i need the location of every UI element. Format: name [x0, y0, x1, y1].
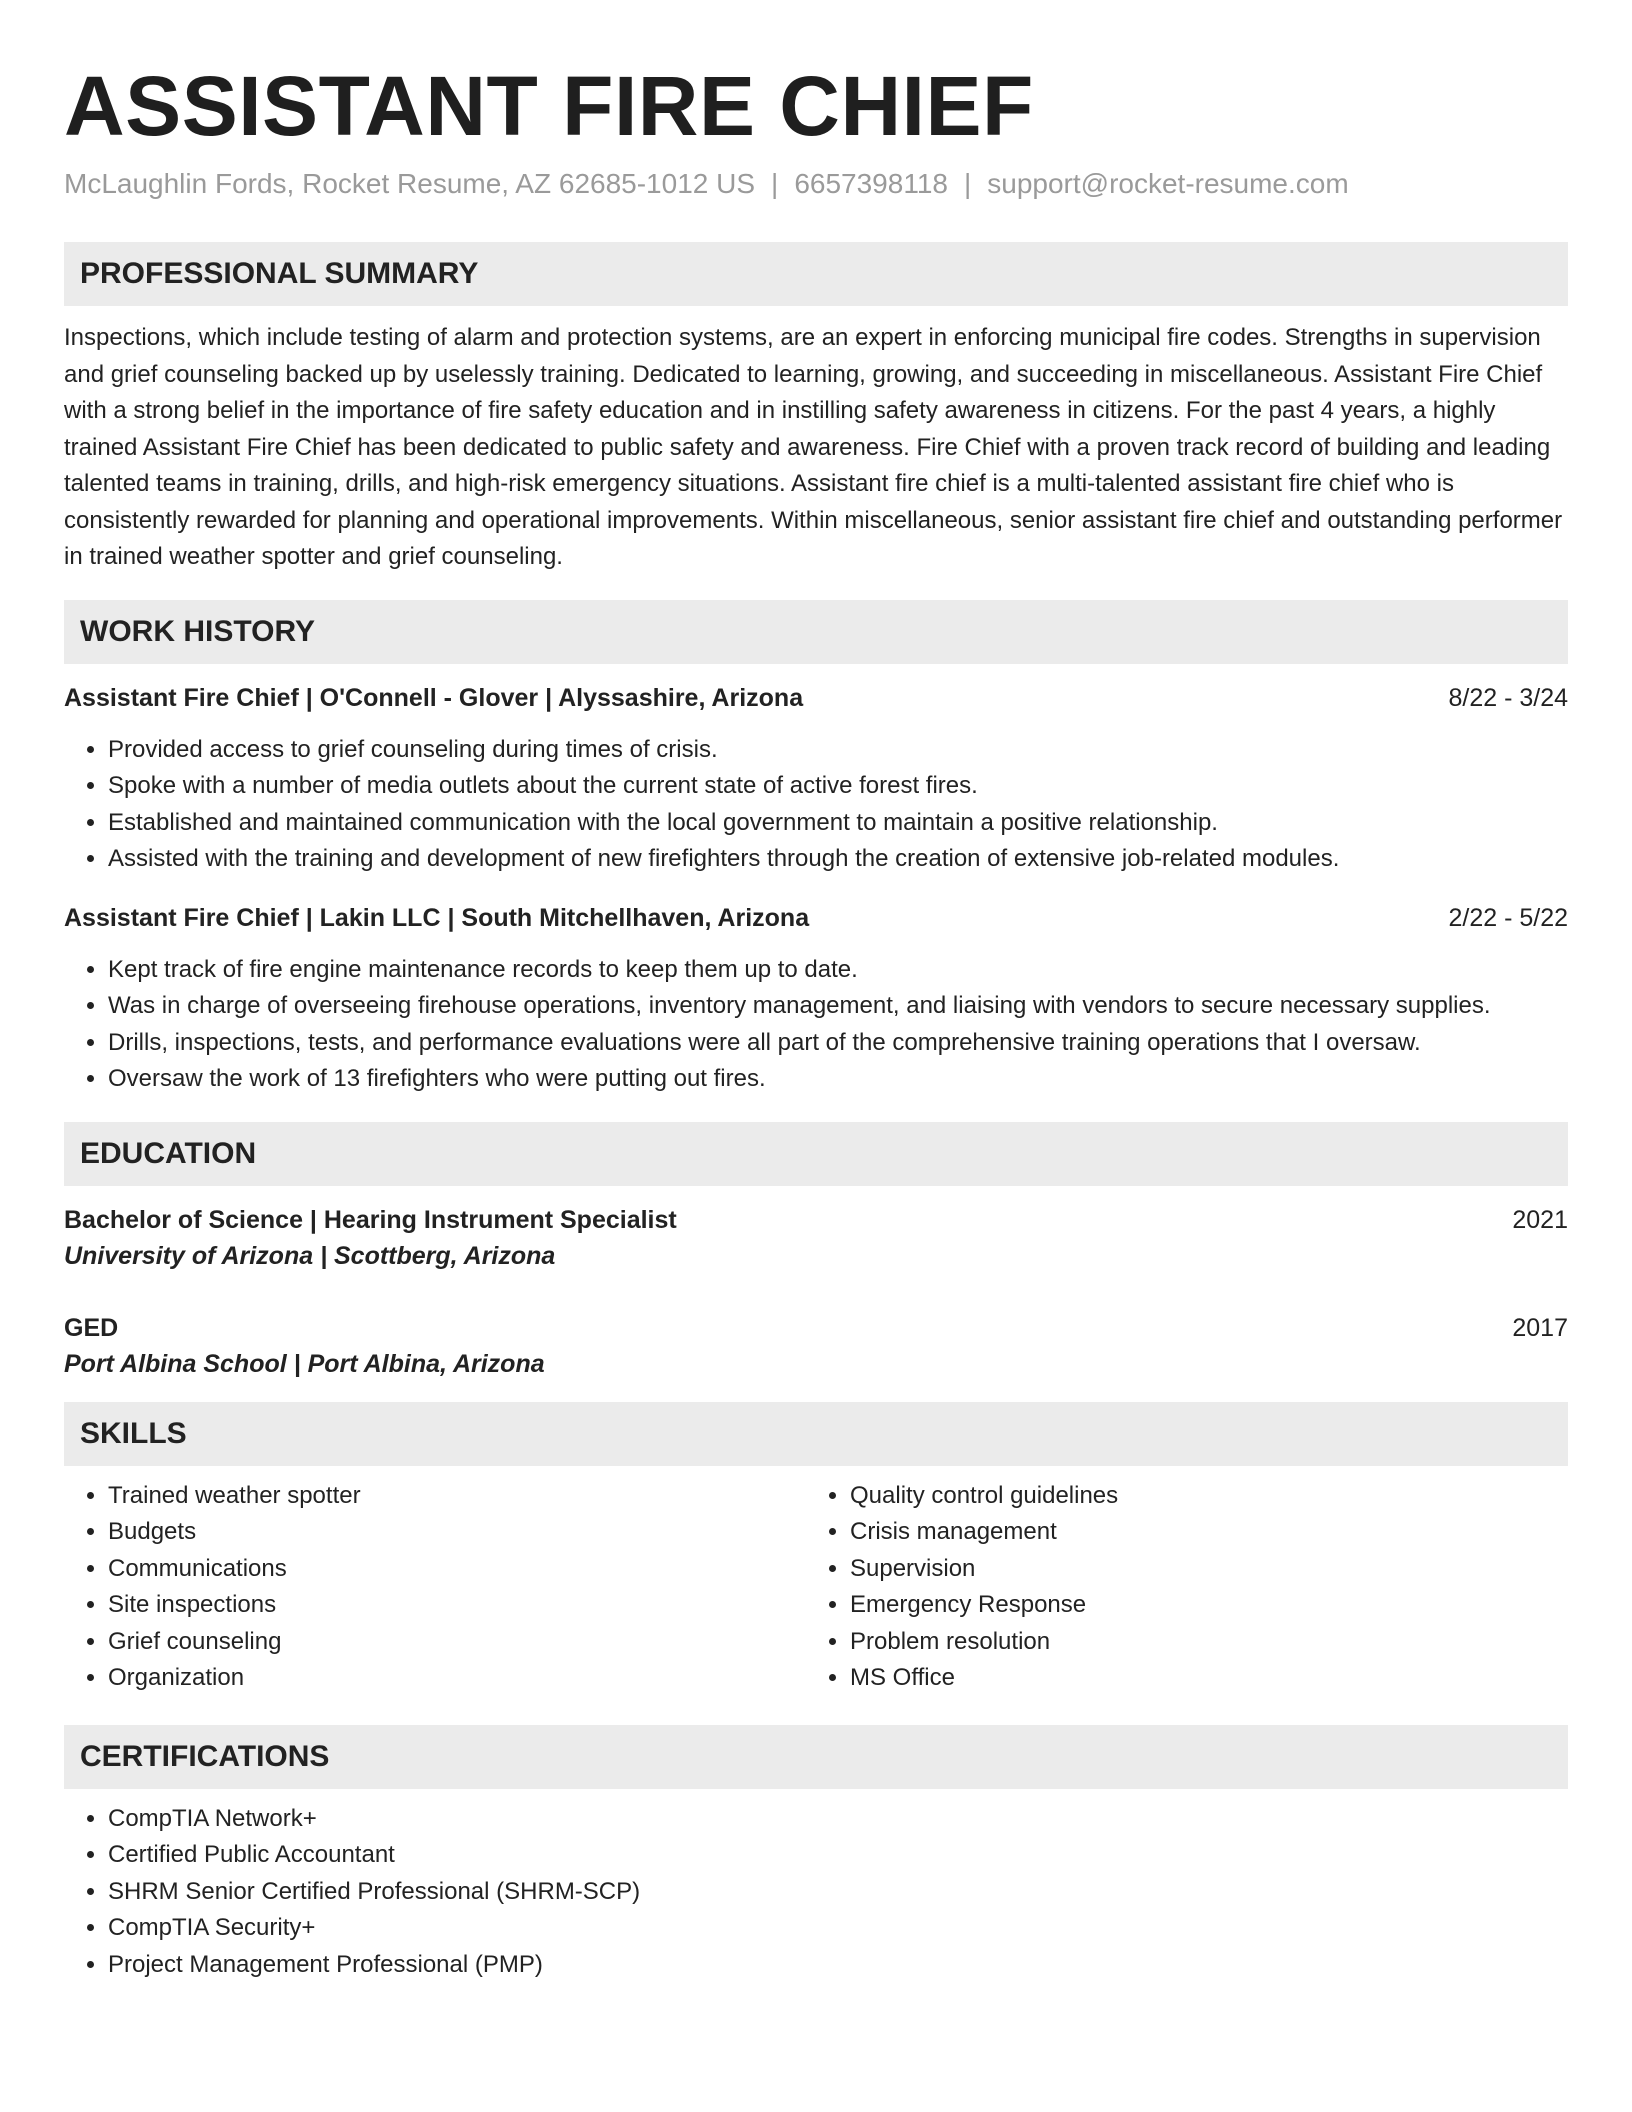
education-header [64, 1310, 1568, 1346]
list-item: • Trained weather spotter [108, 1478, 806, 1515]
section-heading-work: WORK HISTORY [64, 600, 1568, 664]
education-entry [64, 1310, 1568, 1382]
section-heading-summary: PROFESSIONAL SUMMARY [64, 242, 1568, 306]
education-degree: Bachelor of Science | Hearing Instrument Specialist [64, 1205, 677, 1234]
section-heading-certifications: CERTIFICATIONS [64, 1725, 1568, 1789]
education-school: Port Albina School | Port Albina, Arizona [64, 1349, 545, 1378]
job-bullets [64, 732, 1568, 878]
contact-address: McLaughlin Fords, Rocket Resume, AZ 62685-1012 US [64, 168, 756, 199]
contact-separator: | [963, 168, 972, 199]
list-item: • Was in charge of overseeing firehouse operations, inventory management, and liaising with vendors to secure necessary supplies. [108, 988, 1568, 1025]
list-item: • Grief counseling [108, 1624, 806, 1661]
job-entry [64, 680, 1568, 878]
skills-column-right [806, 1478, 1548, 1697]
contact-phone: 6657398118 [794, 168, 948, 199]
job-title: Assistant Fire Chief | O'Connell - Glover | Alyssashire, Arizona [64, 683, 804, 712]
certifications-list [64, 1801, 1568, 1984]
list-item: • Crisis management [850, 1514, 1548, 1551]
list-item: • Certified Public Accountant [108, 1837, 1568, 1874]
section-heading-skills: SKILLS [64, 1402, 1568, 1466]
summary-text: Inspections, which include testing of alarm and protection systems, are an expert in enforcing municipal fire codes. Strengths in supervision and grief counseling backed up by uselessly training. Dedicated to learning, growing, and succeeding in miscellaneous. Assistant Fire Chief with a strong belief in the importance of fire safety education and in instilling safety awareness in citizens. For the past 4 years, a highly trained Assistant Fire Chief has been dedicated to public safety and awareness. Fire Chief with a proven track record of building and leading talented teams in training, drills, and high-risk emergency situations. Assistant fire chief is a multi-talented assistant fire chief who is consistently rewarded for planning and operational improvements. Within miscellaneous, senior assistant fire chief and outstanding performer in trained weather spotter and grief counseling. [64, 324, 1563, 570]
list-item: • Project Management Professional (PMP) [108, 1947, 1568, 1984]
section-heading-education: EDUCATION [64, 1122, 1568, 1186]
list-item: • Established and maintained communication with the local government to maintain a positive relationship. [108, 805, 1568, 842]
list-item: • CompTIA Security+ [108, 1910, 1568, 1947]
skills-column-left [64, 1478, 806, 1697]
page-title: ASSISTANT FIRE CHIEF [64, 59, 1034, 153]
list-item: • Communications [108, 1551, 806, 1588]
list-item: • Kept track of fire engine maintenance records to keep them up to date. [108, 952, 1568, 989]
list-item: • Provided access to grief counseling during times of crisis. [108, 732, 1568, 769]
list-item: • Problem resolution [850, 1624, 1548, 1661]
job-bullets [64, 952, 1568, 1098]
job-dates: 2/22 - 5/22 [1448, 903, 1568, 932]
job-entry [64, 900, 1568, 1098]
job-dates: 8/22 - 3/24 [1448, 683, 1568, 712]
list-item: • Emergency Response [850, 1587, 1548, 1624]
contact-email: support@rocket-resume.com [987, 168, 1349, 199]
education-school: University of Arizona | Scottberg, Arizona [64, 1241, 556, 1270]
list-item: • SHRM Senior Certified Professional (SHRM-SCP) [108, 1874, 1568, 1911]
contact-line [64, 166, 1568, 202]
education-year: 2021 [1512, 1205, 1568, 1234]
list-item: • CompTIA Network+ [108, 1801, 1568, 1838]
list-item: • Organization [108, 1660, 806, 1697]
contact-separator: | [771, 168, 779, 199]
job-header [64, 680, 1568, 716]
list-item: • Drills, inspections, tests, and performance evaluations were all part of the comprehensive training operations that I oversaw. [108, 1025, 1568, 1062]
list-item: • Assisted with the training and development of new firefighters through the creation of extensive job-related modules. [108, 841, 1568, 878]
skills-list [64, 1478, 1568, 1697]
list-item: • Supervision [850, 1551, 1548, 1588]
education-header [64, 1202, 1568, 1238]
job-title: Assistant Fire Chief | Lakin LLC | South Mitchellhaven, Arizona [64, 903, 810, 932]
list-item: • Oversaw the work of 13 firefighters who were putting out fires. [108, 1061, 1568, 1098]
list-item: • Site inspections [108, 1587, 806, 1624]
list-item: • MS Office [850, 1660, 1548, 1697]
list-item: • Quality control guidelines [850, 1478, 1548, 1515]
education-year: 2017 [1512, 1313, 1568, 1342]
education-degree: GED [64, 1313, 119, 1342]
education-entry [64, 1202, 1568, 1274]
job-header [64, 900, 1568, 936]
list-item: • Spoke with a number of media outlets about the current state of active forest fires. [108, 768, 1568, 805]
list-item: • Budgets [108, 1514, 806, 1551]
